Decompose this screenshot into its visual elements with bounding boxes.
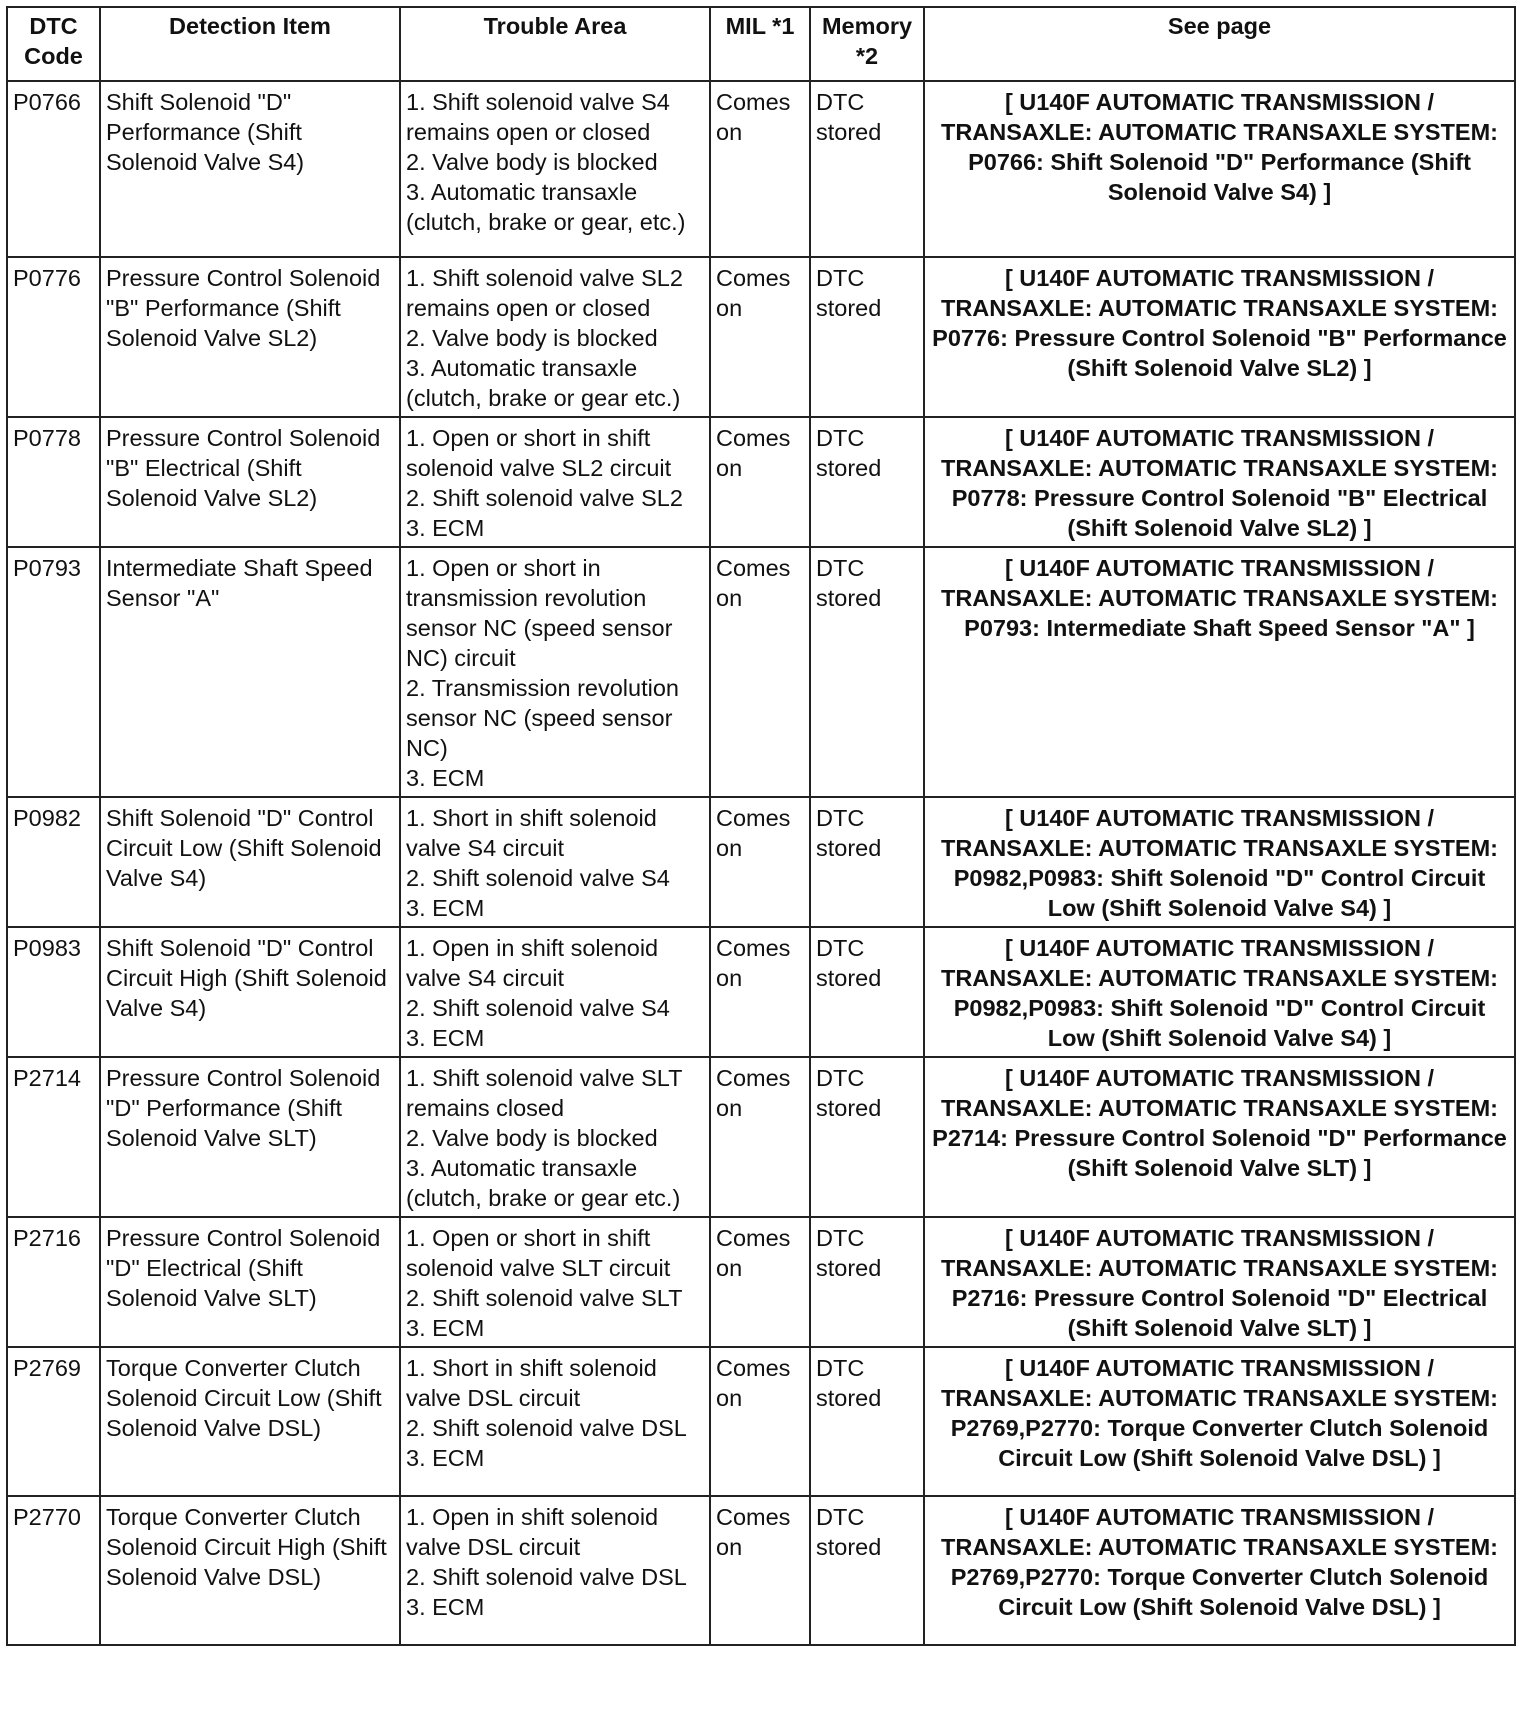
see-page-cell: [ U140F AUTOMATIC TRANSMISSION / TRANSAXLE: AUTOMATIC TRANSAXLE SYSTEM: P2769,P2770: Torque Converter Clutch Solenoid Circuit Low (Shift Solenoid Valve DSL) ]: [924, 1496, 1515, 1645]
memory-cell: DTC stored: [810, 797, 924, 927]
mil-cell: Comes on: [710, 81, 810, 257]
detection-item-cell: Pressure Control Solenoid "D" Performance (Shift Solenoid Valve SLT): [100, 1057, 400, 1217]
detection-item-cell: Torque Converter Clutch Solenoid Circuit Low (Shift Solenoid Valve DSL): [100, 1347, 400, 1496]
header-mil: MIL *1: [710, 7, 810, 81]
trouble-area-line: 1. Open or short in shift solenoid valve SLT circuit: [406, 1225, 671, 1281]
trouble-area-line: 2. Transmission revolution sensor NC (speed sensor NC): [406, 675, 679, 761]
trouble-area-cell: [400, 1057, 710, 1217]
see-page-cell: [ U140F AUTOMATIC TRANSMISSION / TRANSAXLE: AUTOMATIC TRANSAXLE SYSTEM: P0982,P0983: Shift Solenoid "D" Control Circuit Low (Shift Solenoid Valve S4) ]: [924, 927, 1515, 1057]
trouble-area-line: 2. Shift solenoid valve SLT: [406, 1285, 683, 1311]
table-row: [7, 257, 1515, 417]
table-row: [7, 81, 1515, 257]
see-page-cell: [ U140F AUTOMATIC TRANSMISSION / TRANSAXLE: AUTOMATIC TRANSAXLE SYSTEM: P0776: Pressure Control Solenoid "B" Performance (Shift Solenoid Valve SL2) ]: [924, 257, 1515, 417]
mil-cell: Comes on: [710, 1217, 810, 1347]
trouble-area-cell: [400, 257, 710, 417]
table-row: [7, 1347, 1515, 1496]
table-row: [7, 927, 1515, 1057]
see-page-cell: [ U140F AUTOMATIC TRANSMISSION / TRANSAXLE: AUTOMATIC TRANSAXLE SYSTEM: P2716: Pressure Control Solenoid "D" Electrical (Shift Solenoid Valve SLT) ]: [924, 1217, 1515, 1347]
trouble-area-line: 2. Shift solenoid valve DSL: [406, 1415, 687, 1441]
trouble-area-line: 1. Open or short in transmission revolution sensor NC (speed sensor NC) circuit: [406, 555, 673, 671]
header-row: [7, 7, 1515, 81]
see-page-cell: [ U140F AUTOMATIC TRANSMISSION / TRANSAXLE: AUTOMATIC TRANSAXLE SYSTEM: P0793: Intermediate Shaft Speed Sensor "A" ]: [924, 547, 1515, 797]
table-row: [7, 417, 1515, 547]
detection-item-cell: Torque Converter Clutch Solenoid Circuit High (Shift Solenoid Valve DSL): [100, 1496, 400, 1645]
trouble-area-cell: [400, 547, 710, 797]
dtc-table-container: [6, 6, 1516, 1646]
trouble-area-cell: [400, 1496, 710, 1645]
table-row: [7, 547, 1515, 797]
trouble-area-cell: [400, 927, 710, 1057]
header-trouble-area: Trouble Area: [400, 7, 710, 81]
trouble-area-line: 1. Shift solenoid valve SL2 remains open or closed: [406, 265, 683, 321]
detection-item-cell: Pressure Control Solenoid "D" Electrical (Shift Solenoid Valve SLT): [100, 1217, 400, 1347]
mil-cell: Comes on: [710, 1347, 810, 1496]
see-page-cell: [ U140F AUTOMATIC TRANSMISSION / TRANSAXLE: AUTOMATIC TRANSAXLE SYSTEM: P0982,P0983: Shift Solenoid "D" Control Circuit Low (Shift Solenoid Valve S4) ]: [924, 797, 1515, 927]
table-row: [7, 1217, 1515, 1347]
memory-cell: DTC stored: [810, 1057, 924, 1217]
trouble-area-line: 1. Shift solenoid valve SLT remains closed: [406, 1065, 683, 1121]
trouble-area-line: 3. ECM: [406, 515, 485, 541]
header-memory: Memory *2: [810, 7, 924, 81]
detection-item-cell: Pressure Control Solenoid "B" Electrical (Shift Solenoid Valve SL2): [100, 417, 400, 547]
table-row: [7, 1496, 1515, 1645]
header-see-page: See page: [924, 7, 1515, 81]
detection-item-cell: Shift Solenoid "D" Performance (Shift Solenoid Valve S4): [100, 81, 400, 257]
table-row: [7, 797, 1515, 927]
trouble-area-line: 2. Shift solenoid valve S4: [406, 995, 670, 1021]
trouble-area-line: 3. ECM: [406, 1445, 485, 1471]
dtc-code-cell: P2714: [7, 1057, 100, 1217]
detection-item-cell: Shift Solenoid "D" Control Circuit High (Shift Solenoid Valve S4): [100, 927, 400, 1057]
trouble-area-line: 1. Open or short in shift solenoid valve SL2 circuit: [406, 425, 672, 481]
trouble-area-line: 3. ECM: [406, 895, 485, 921]
memory-cell: DTC stored: [810, 1217, 924, 1347]
trouble-area-line: 2. Valve body is blocked: [406, 1125, 658, 1151]
dtc-code-cell: P2770: [7, 1496, 100, 1645]
header-dtc-code: DTC Code: [7, 7, 100, 81]
trouble-area-line: 2. Shift solenoid valve SL2: [406, 485, 683, 511]
memory-cell: DTC stored: [810, 1496, 924, 1645]
see-page-cell: [ U140F AUTOMATIC TRANSMISSION / TRANSAXLE: AUTOMATIC TRANSAXLE SYSTEM: P2769,P2770: Torque Converter Clutch Solenoid Circuit Low (Shift Solenoid Valve DSL) ]: [924, 1347, 1515, 1496]
mil-cell: Comes on: [710, 797, 810, 927]
trouble-area-line: 3. ECM: [406, 1025, 485, 1051]
trouble-area-line: 3. ECM: [406, 1315, 485, 1341]
trouble-area-line: 2. Valve body is blocked: [406, 149, 658, 175]
dtc-code-cell: P0982: [7, 797, 100, 927]
trouble-area-cell: [400, 1217, 710, 1347]
trouble-area-line: 2. Shift solenoid valve DSL: [406, 1564, 687, 1590]
trouble-area-line: 2. Shift solenoid valve S4: [406, 865, 670, 891]
dtc-code-cell: P0983: [7, 927, 100, 1057]
trouble-area-line: 1. Short in shift solenoid valve DSL circuit: [406, 1355, 657, 1411]
memory-cell: DTC stored: [810, 547, 924, 797]
trouble-area-line: 1. Open in shift solenoid valve S4 circuit: [406, 935, 659, 991]
mil-cell: Comes on: [710, 547, 810, 797]
trouble-area-line: 3. ECM: [406, 1594, 485, 1620]
mil-cell: Comes on: [710, 1496, 810, 1645]
dtc-code-cell: P0776: [7, 257, 100, 417]
see-page-cell: [ U140F AUTOMATIC TRANSMISSION / TRANSAXLE: AUTOMATIC TRANSAXLE SYSTEM: P2714: Pressure Control Solenoid "D" Performance (Shift Solenoid Valve SLT) ]: [924, 1057, 1515, 1217]
trouble-area-cell: [400, 417, 710, 547]
memory-cell: DTC stored: [810, 1347, 924, 1496]
mil-cell: Comes on: [710, 1057, 810, 1217]
mil-cell: Comes on: [710, 257, 810, 417]
trouble-area-line: 3. Automatic transaxle (clutch, brake or gear etc.): [406, 355, 681, 411]
header-detection-item: Detection Item: [100, 7, 400, 81]
dtc-code-cell: P2769: [7, 1347, 100, 1496]
memory-cell: DTC stored: [810, 81, 924, 257]
trouble-area-cell: [400, 81, 710, 257]
see-page-cell: [ U140F AUTOMATIC TRANSMISSION / TRANSAXLE: AUTOMATIC TRANSAXLE SYSTEM: P0766: Shift Solenoid "D" Performance (Shift Solenoid Valve S4) ]: [924, 81, 1515, 257]
trouble-area-line: 3. Automatic transaxle (clutch, brake or gear etc.): [406, 1155, 681, 1211]
detection-item-cell: Pressure Control Solenoid "B" Performance (Shift Solenoid Valve SL2): [100, 257, 400, 417]
memory-cell: DTC stored: [810, 417, 924, 547]
trouble-area-cell: [400, 797, 710, 927]
trouble-area-line: 1. Shift solenoid valve S4 remains open or closed: [406, 89, 670, 145]
trouble-area-line: 3. ECM: [406, 765, 485, 791]
detection-item-cell: Intermediate Shaft Speed Sensor "A": [100, 547, 400, 797]
dtc-code-cell: P0778: [7, 417, 100, 547]
mil-cell: Comes on: [710, 927, 810, 1057]
dtc-code-cell: P2716: [7, 1217, 100, 1347]
dtc-table: [6, 6, 1516, 1646]
memory-cell: DTC stored: [810, 257, 924, 417]
dtc-code-cell: P0793: [7, 547, 100, 797]
trouble-area-line: 1. Short in shift solenoid valve S4 circuit: [406, 805, 657, 861]
trouble-area-cell: [400, 1347, 710, 1496]
detection-item-cell: Shift Solenoid "D" Control Circuit Low (Shift Solenoid Valve S4): [100, 797, 400, 927]
memory-cell: DTC stored: [810, 927, 924, 1057]
see-page-cell: [ U140F AUTOMATIC TRANSMISSION / TRANSAXLE: AUTOMATIC TRANSAXLE SYSTEM: P0778: Pressure Control Solenoid "B" Electrical (Shift Solenoid Valve SL2) ]: [924, 417, 1515, 547]
mil-cell: Comes on: [710, 417, 810, 547]
trouble-area-line: 2. Valve body is blocked: [406, 325, 658, 351]
table-body: [7, 81, 1515, 1645]
trouble-area-line: 1. Open in shift solenoid valve DSL circuit: [406, 1504, 659, 1560]
dtc-code-cell: P0766: [7, 81, 100, 257]
trouble-area-line: 3. Automatic transaxle (clutch, brake or gear, etc.): [406, 179, 686, 235]
table-row: [7, 1057, 1515, 1217]
